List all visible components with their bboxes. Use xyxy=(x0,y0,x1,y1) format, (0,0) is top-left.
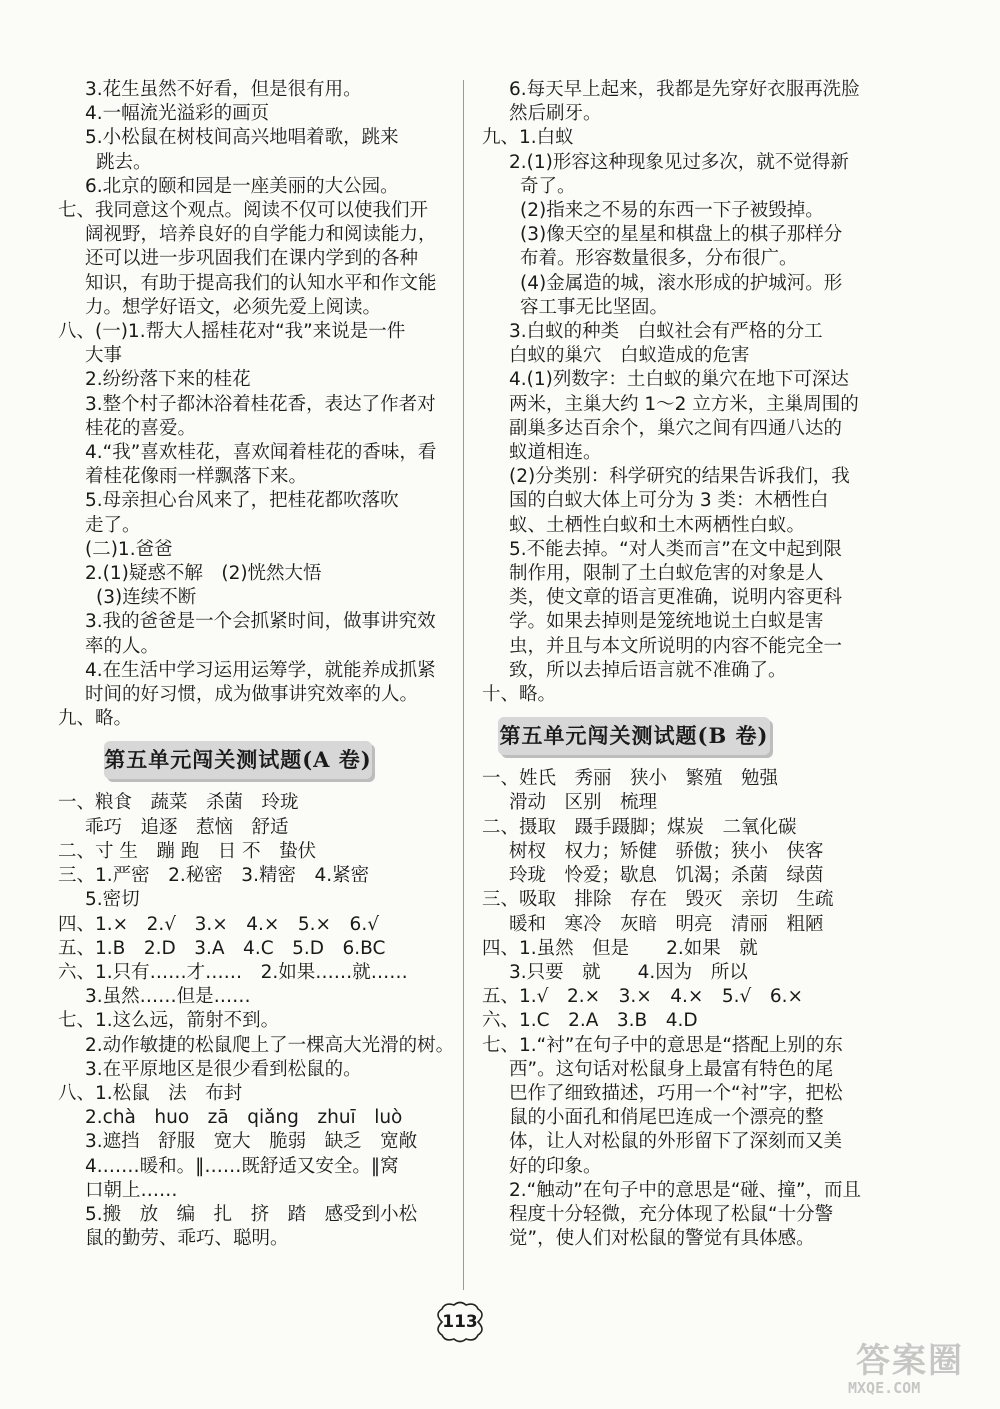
answer-line: 奇了。 xyxy=(520,175,576,197)
answer-line: 时间的好习惯，成为做事讲究效率的人。 xyxy=(85,684,419,706)
answer-line: 知识，有助于提高我们的认知水平和作文能 xyxy=(85,272,437,294)
answer-line: 体，让人对松鼠的外形留下了深刻而又美 xyxy=(509,1131,843,1153)
answer-line: 还可以进一步巩固我们在课内学到的各种 xyxy=(85,248,419,270)
answer-line: 3.花生虽然不好看，但是很有用。 xyxy=(85,79,362,100)
answer-line: 二、寸 生 蹦 跑 日 不 蛰伏 xyxy=(58,840,317,862)
answer-line: 2.(1)形容这种现象见过多次，就不觉得新 xyxy=(509,151,849,173)
answer-line: 十、略。 xyxy=(482,684,557,706)
answer-line: 类，使文章的语言更准确，说明内容更科 xyxy=(509,587,843,609)
answer-line: 3.我的爸爸是一个会抓紧时间，做事讲究效 xyxy=(85,611,436,633)
answer-line: 率的人。 xyxy=(85,635,160,657)
answer-line: 6.每天早上起来，我都是先穿好衣服再洗脸 xyxy=(509,79,860,100)
answer-line: 六、1.C 2.A 3.B 4.D xyxy=(482,1010,698,1032)
answer-line: 巴作了细致描述，巧用一个“衬”字，把松 xyxy=(509,1082,843,1104)
answer-line: 4.“我”喜欢桂花，喜欢闻着桂花的香味，看 xyxy=(85,442,437,464)
answer-line: 鼠的小面孔和俏尾巴连成一个漂亮的整 xyxy=(509,1107,824,1129)
answer-line: 3.整个村子都沐浴着桂花香，表达了作者对 xyxy=(85,393,436,415)
answer-line: 蚁、土栖性白蚁和土木两栖性白蚁。 xyxy=(509,514,806,536)
answer-line: 跳去。 xyxy=(96,151,152,173)
page-number: 113 xyxy=(442,1312,478,1332)
answer-line: 国的白蚁大体上可分为 3 类：木栖性白 xyxy=(509,490,829,512)
answer-line: 4.……暖和。‖……既舒适又安全。‖窝 xyxy=(85,1155,399,1177)
watermark-title: 答案圈 xyxy=(856,1341,964,1381)
answer-line: (2)分类别：科学研究的结果告诉我们，我 xyxy=(509,466,850,488)
answer-line: 六、1.只有……才…… 2.如果……就…… xyxy=(58,961,408,983)
answer-line: 两米，主巢大约 1～2 立方米，主巢周围的 xyxy=(509,393,859,415)
answer-line: 乖巧 追逐 惹恼 舒适 xyxy=(85,816,289,838)
answer-line: 副巢多达百余个，巢穴之间有四通八达的 xyxy=(509,417,843,439)
answer-line: 四、1.× 2.√ 3.× 4.× 5.× 6.√ xyxy=(58,913,379,935)
answer-line: 4.一幅流光溢彩的画页 xyxy=(85,103,270,125)
answer-line: (二)1.爸爸 xyxy=(85,538,173,560)
answer-line: 桂花的喜爱。 xyxy=(85,417,197,439)
section-banner: 第五单元闯关测试题(A 卷) xyxy=(104,741,372,779)
answer-line: 2.动作敏捷的松鼠爬上了一棵高大光滑的树。 xyxy=(85,1034,455,1056)
answer-line: 2.chà huo zā qiǎng zhuī luò xyxy=(85,1107,403,1129)
answer-line: 觉”，使人们对松鼠的警觉有具体感。 xyxy=(509,1228,815,1250)
answer-line: 3.在平原地区是很少看到松鼠的。 xyxy=(85,1058,362,1080)
answer-line: 七、1.“衬”在句子中的意思是“搭配上别的东 xyxy=(482,1034,843,1056)
answer-line: 5.小松鼠在树枝间高兴地唱着歌，跳来 xyxy=(85,127,399,149)
answer-line: 七、我同意这个观点。阅读不仅可以使我们开 xyxy=(58,200,429,222)
left-column xyxy=(58,78,455,1251)
answer-line: 八、(一)1.帮大人摇桂花对“我”来说是一件 xyxy=(58,321,406,343)
answer-line: 暖和 寒冷 灰暗 明亮 清丽 粗陋 xyxy=(509,913,824,935)
answer-line: 学。如果去掉则是笼统地说土白蚁是害 xyxy=(509,611,824,633)
answer-line: 五、1.B 2.D 3.A 4.C 5.D 6.BC xyxy=(58,937,386,959)
answer-line: 树杈 权力；矫健 骄傲；狭小 侠客 xyxy=(509,840,824,862)
answer-line: 3.白蚁的种类 白蚁社会有严格的分工 xyxy=(509,321,823,343)
answer-line: 着桂花像雨一样飘落下来。 xyxy=(85,466,308,488)
answer-line: 九、略。 xyxy=(58,708,133,730)
answer-line: 5.搬 放 编 扎 挤 踏 感受到小松 xyxy=(85,1203,418,1225)
answer-line: 口朝上…… xyxy=(85,1179,178,1201)
answer-line: 阔视野，培养良好的自学能力和阅读能力， xyxy=(85,224,437,246)
answer-line: 西”。这句话对松鼠身上最富有特色的尾 xyxy=(509,1058,834,1080)
answer-line: (4)金属造的城，滚水形成的护城河。形 xyxy=(520,272,843,294)
answer-line: 鼠的勤劳、乖巧、聪明。 xyxy=(85,1228,289,1250)
answer-line: 4.(1)列数字：土白蚁的巢穴在地下可深达 xyxy=(509,369,849,391)
answer-line: 5.不能去掉。“对人类而言”在文中起到限 xyxy=(509,538,842,560)
answer-line: 大事 xyxy=(85,345,123,367)
answer-line: 二、摄取 蹑手蹑脚；煤炭 二氧化碳 xyxy=(482,816,797,838)
answer-line: 好的印象。 xyxy=(509,1155,602,1177)
answer-line: (3)像天空的星星和棋盘上的棋子那样分 xyxy=(520,224,843,246)
answer-line: 制作用，限制了土白蚁危害的对象是人 xyxy=(509,563,824,585)
answer-line: 3.虽然……但是…… xyxy=(85,986,251,1008)
column-divider xyxy=(463,80,464,1290)
answer-line: 五、1.√ 2.× 3.× 4.× 5.√ 6.× xyxy=(482,986,803,1008)
answer-line: 九、1.白蚁 xyxy=(482,127,574,149)
answer-line: 力。想学好语文，必须先爱上阅读。 xyxy=(85,296,382,318)
answer-line: 2.(1)疑惑不解 (2)恍然大悟 xyxy=(85,563,322,585)
answer-line: 5.母亲担心台风来了，把桂花都吹落吹 xyxy=(85,490,399,512)
answer-line: 然后刷牙。 xyxy=(509,103,602,125)
answer-line: 布着。形容数量很多，分布很广。 xyxy=(520,248,798,270)
page-number-badge xyxy=(430,1300,490,1344)
answer-line: 5.密切 xyxy=(85,889,140,911)
answer-line: 玲珑 怜爱；歇息 饥渴；杀菌 绿茵 xyxy=(509,865,824,887)
answer-line: 走了。 xyxy=(85,514,141,536)
answer-line: 4.在生活中学习运用运筹学，就能养成抓紧 xyxy=(85,659,436,681)
watermark-logo xyxy=(842,1333,992,1403)
answer-line: 八、1.松鼠 法 布封 xyxy=(58,1082,243,1104)
answer-line: 一、粮食 蔬菜 杀菌 玲珑 xyxy=(58,792,299,814)
answer-line: 三、1.严密 2.秘密 3.精密 4.紧密 xyxy=(58,865,370,887)
answer-line: 3.只要 就 4.因为 所以 xyxy=(509,961,748,983)
answer-line: 白蚁的巢穴 白蚁造成的危害 xyxy=(509,345,750,367)
answer-line: 蚁道相连。 xyxy=(509,442,602,464)
answer-line: 致，所以去掉后语言就不准确了。 xyxy=(509,659,787,681)
answer-line: 滑动 区别 梳理 xyxy=(509,792,658,814)
answer-line: 2.“触动”在句子中的意思是“碰、撞”，而且 xyxy=(509,1179,861,1201)
right-column xyxy=(482,78,882,1251)
answer-line: 3.遮挡 舒服 宽大 脆弱 缺乏 宽敞 xyxy=(85,1131,418,1153)
watermark-url: MXQE.COM xyxy=(848,1379,921,1397)
section-banner: 第五单元闯关测试题(B 卷) xyxy=(498,717,770,755)
answer-line: 三、吸取 排除 存在 毁灭 亲切 生疏 xyxy=(482,889,834,911)
answer-line: (2)指来之不易的东西一下子被毁掉。 xyxy=(520,200,824,222)
answer-line: 一、姓氏 秀丽 狭小 繁殖 勉强 xyxy=(482,768,779,790)
answer-line: 七、1.这么远，箭射不到。 xyxy=(58,1010,280,1032)
answer-line: 虫，并且与本文所说明的内容不能完全一 xyxy=(509,635,843,657)
answer-line: 程度十分轻微，充分体现了松鼠“十分警 xyxy=(509,1203,834,1225)
answer-line: 四、1.虽然 但是 2.如果 就 xyxy=(482,937,758,959)
answer-line: 6.北京的颐和园是一座美丽的大公园。 xyxy=(85,175,399,197)
answer-line: 容工事无比坚固。 xyxy=(520,296,669,318)
answer-line: 2.纷纷落下来的桂花 xyxy=(85,369,251,391)
answer-line: (3)连续不断 xyxy=(96,587,197,609)
